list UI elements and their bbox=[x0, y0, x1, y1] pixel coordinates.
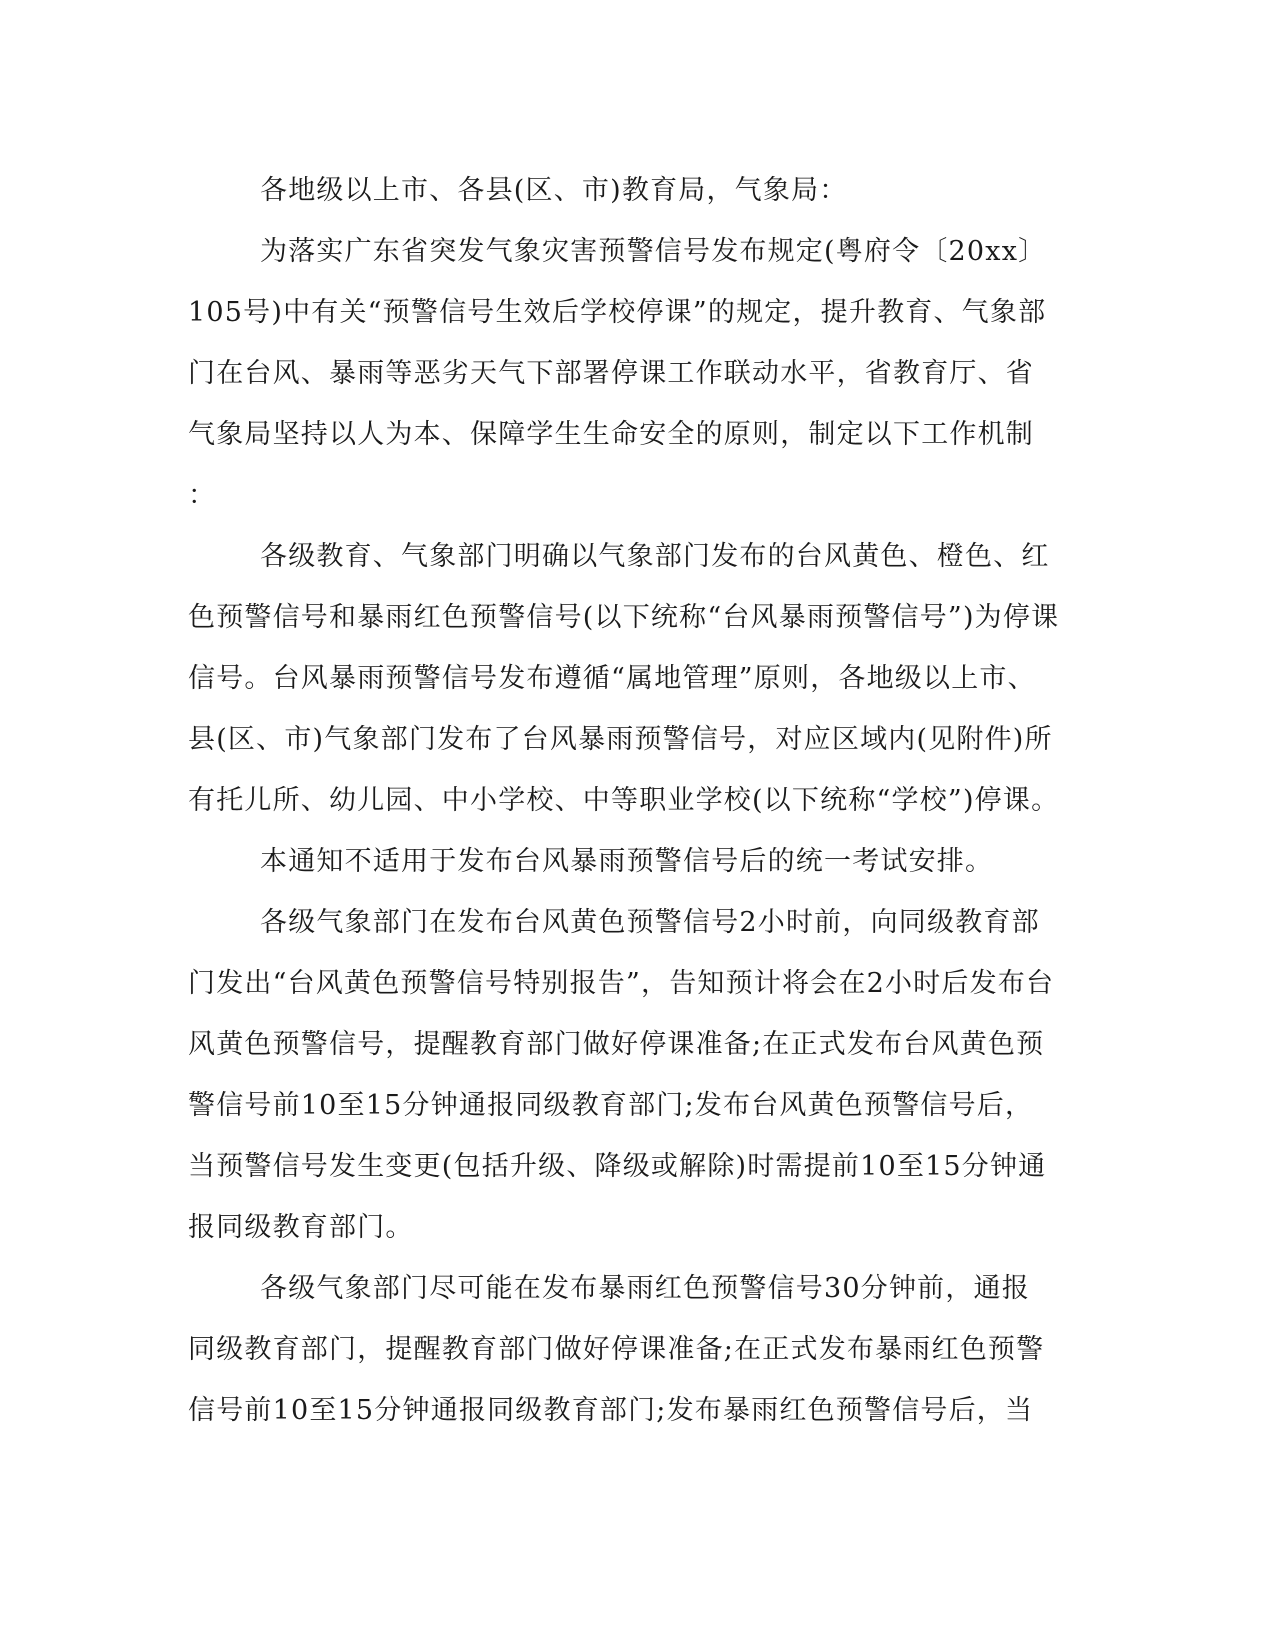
text-line: 各级气象部门尽可能在发布暴雨红色预警信号30分钟前，通报 bbox=[260, 1273, 1030, 1304]
text-line: 信号。台风暴雨预警信号发布遵循“属地管理”原则，各地级以上市、 bbox=[188, 663, 1036, 694]
text-line: 门发出“台风黄色预警信号特别报告”，告知预计将会在2小时后发布台 bbox=[188, 968, 1055, 999]
text-line: 本通知不适用于发布台风暴雨预警信号后的统一考试安排。 bbox=[260, 846, 994, 877]
text-line: 警信号前10至15分钟通报同级教育部门;发布台风黄色预警信号后， bbox=[188, 1090, 1034, 1121]
text-line: 同级教育部门，提醒教育部门做好停课准备;在正式发布暴雨红色预警 bbox=[188, 1334, 1045, 1365]
text-line: 为落实广东省突发气象灾害预警信号发布规定(粤府令〔20xx〕 bbox=[260, 236, 1047, 267]
text-line: 105号)中有关“预警信号生效后学校停课”的规定，提升教育、气象部 bbox=[188, 297, 1047, 328]
text-line: 门在台风、暴雨等恶劣天气下部署停课工作联动水平，省教育厅、省 bbox=[188, 358, 1034, 389]
text-line: 当预警信号发生变更(包括升级、降级或解除)时需提前10至15分钟通 bbox=[188, 1151, 1047, 1182]
text-line: 报同级教育部门。 bbox=[188, 1212, 414, 1243]
text-line: 各地级以上市、各县(区、市)教育局，气象局： bbox=[260, 175, 848, 206]
document-body bbox=[188, 160, 1088, 1441]
text-line: 各级气象部门在发布台风黄色预警信号2小时前，向同级教育部 bbox=[260, 907, 1040, 938]
text-line: 风黄色预警信号，提醒教育部门做好停课准备;在正式发布台风黄色预 bbox=[188, 1029, 1045, 1060]
text-line: 色预警信号和暴雨红色预警信号(以下统称“台风暴雨预警信号”)为停课 bbox=[188, 602, 1060, 633]
text-line: 有托儿所、幼儿园、中小学校、中等职业学校(以下统称“学校”)停课。 bbox=[188, 785, 1060, 816]
text-line: 各级教育、气象部门明确以气象部门发布的台风黄色、橙色、红 bbox=[260, 541, 1050, 572]
text-line: 县(区、市)气象部门发布了台风暴雨预警信号，对应区域内(见附件)所 bbox=[188, 724, 1053, 755]
text-line: 气象局坚持以人为本、保障学生生命安全的原则，制定以下工作机制 bbox=[188, 419, 1034, 450]
text-line: 信号前10至15分钟通报同级教育部门;发布暴雨红色预警信号后，当 bbox=[188, 1395, 1034, 1426]
text-line: ： bbox=[188, 480, 217, 511]
